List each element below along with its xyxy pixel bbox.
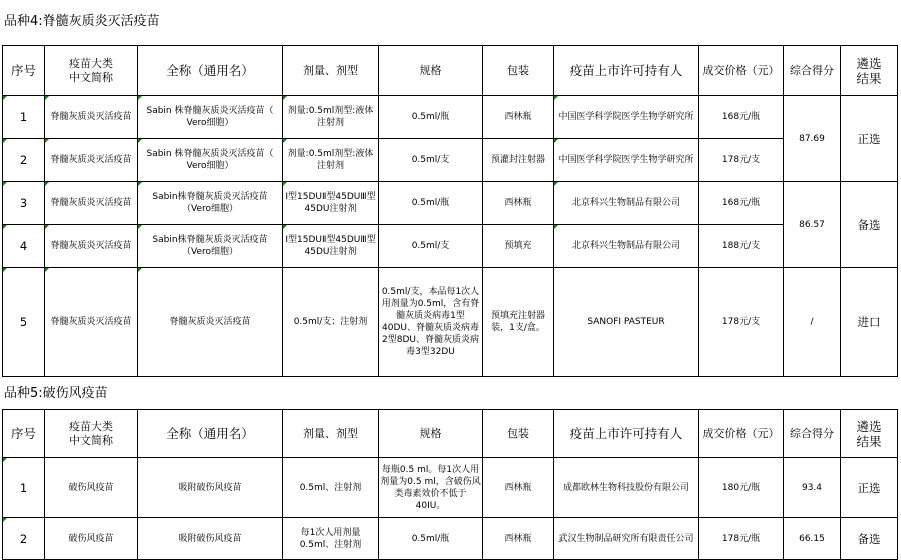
cell-fullname: Sabin 株脊髓灰质炎灭活疫苗（ Vero细胞） bbox=[138, 96, 283, 139]
polio-vaccine-table bbox=[2, 45, 898, 377]
cell-holder: SANOFI PASTEUR bbox=[554, 268, 699, 377]
cell-category: 脊髓灰质炎灭活疫苗 bbox=[45, 268, 138, 377]
header-category: 疫苗大类 中文简称 bbox=[45, 46, 138, 96]
cell-holder: 成都欧林生物科技股份有限公司 bbox=[554, 458, 699, 518]
cell-dosage: 每1次人用剂量0.5ml、注射剂 bbox=[283, 518, 379, 560]
cell-spec: 0.5ml/瓶 bbox=[379, 96, 483, 139]
header-holder: 疫苗上市许可持有人 bbox=[554, 410, 699, 458]
cell-spec: 0.5ml/支 bbox=[379, 225, 483, 268]
cell-dosage: Ⅰ型15DUⅡ型45DUⅢ型45DU注射剂 bbox=[283, 182, 379, 225]
table-row bbox=[3, 139, 898, 182]
cell-seq: 2 bbox=[3, 139, 45, 182]
cell-spec: 0.5ml/瓶 bbox=[379, 518, 483, 560]
table-header-row bbox=[3, 410, 898, 458]
header-category: 疫苗大类 中文简称 bbox=[45, 410, 138, 458]
cell-score: / bbox=[784, 268, 841, 377]
cell-seq: 2 bbox=[3, 518, 45, 560]
cell-dosage: 0.5ml/支；注射剂 bbox=[283, 268, 379, 377]
cell-price: 178元/支 bbox=[699, 139, 784, 182]
cell-category: 破伤风疫苗 bbox=[45, 458, 138, 518]
cell-score: 93.4 bbox=[784, 458, 841, 518]
cell-package: 预灌封注射器 bbox=[483, 139, 554, 182]
cell-category: 脊髓灰质炎灭活疫苗 bbox=[45, 182, 138, 225]
table-row bbox=[3, 518, 898, 560]
header-score: 综合得分 bbox=[784, 46, 841, 96]
cell-dosage: 剂量:0.5ml剂型:液体注射剂 bbox=[283, 96, 379, 139]
header-holder: 疫苗上市许可持有人 bbox=[554, 46, 699, 96]
cell-category: 脊髓灰质炎灭活疫苗 bbox=[45, 139, 138, 182]
table-row bbox=[3, 458, 898, 518]
header-spec: 规格 bbox=[379, 46, 483, 96]
cell-holder: 北京科兴生物制品有限公司 bbox=[554, 182, 699, 225]
cell-score: 66.15 bbox=[784, 518, 841, 560]
cell-seq: 1 bbox=[3, 96, 45, 139]
table-header-row bbox=[3, 46, 898, 96]
table-row bbox=[3, 96, 898, 139]
cell-seq: 1 bbox=[3, 458, 45, 518]
cell-fullname: Sabin株脊髓灰质炎灭活疫苗（Vero细胞） bbox=[138, 225, 283, 268]
cell-spec: 0.5ml/支 bbox=[379, 139, 483, 182]
cell-price: 168元/瓶 bbox=[699, 182, 784, 225]
cell-package: 西林瓶 bbox=[483, 182, 554, 225]
cell-price: 180元/瓶 bbox=[699, 458, 784, 518]
cell-holder: 中国医学科学院医学生物学研究所 bbox=[554, 139, 699, 182]
cell-result: 备选 bbox=[841, 182, 898, 268]
cell-category: 脊髓灰质炎灭活疫苗 bbox=[45, 225, 138, 268]
cell-seq: 4 bbox=[3, 225, 45, 268]
cell-fullname: 脊髓灰质炎灭活疫苗 bbox=[138, 268, 283, 377]
cell-category: 脊髓灰质炎灭活疫苗 bbox=[45, 96, 138, 139]
header-package: 包装 bbox=[483, 46, 554, 96]
cell-package: 西林瓶 bbox=[483, 96, 554, 139]
section-heading-polio: 品种4:脊髓灰质炎灭活疫苗 bbox=[4, 14, 160, 29]
cell-price: 178元/瓶 bbox=[699, 518, 784, 560]
cell-result: 进口 bbox=[841, 268, 898, 377]
header-fullname: 全称（通用名） bbox=[138, 46, 283, 96]
cell-dosage: 0.5ml、注射剂 bbox=[283, 458, 379, 518]
header-result: 遴选 结果 bbox=[841, 410, 898, 458]
cell-seq: 3 bbox=[3, 182, 45, 225]
header-dosage: 剂量、剂型 bbox=[283, 410, 379, 458]
table-row bbox=[3, 268, 898, 377]
cell-fullname: 吸附破伤风疫苗 bbox=[138, 458, 283, 518]
section-heading-tetanus: 品种5:破伤风疫苗 bbox=[4, 386, 108, 401]
cell-fullname: 吸附破伤风疫苗 bbox=[138, 518, 283, 560]
cell-price: 178元/支 bbox=[699, 268, 784, 377]
table-row bbox=[3, 182, 898, 225]
header-dosage: 剂量、剂型 bbox=[283, 46, 379, 96]
header-price: 成交价格（元） bbox=[699, 46, 784, 96]
header-seq: 序号 bbox=[3, 410, 45, 458]
header-price: 成交价格（元） bbox=[699, 410, 784, 458]
cell-price: 168元/瓶 bbox=[699, 96, 784, 139]
cell-package: 西林瓶 bbox=[483, 518, 554, 560]
header-spec: 规格 bbox=[379, 410, 483, 458]
cell-dosage: 剂量:0.5ml剂型:液体注射剂 bbox=[283, 139, 379, 182]
cell-score: 86.57 bbox=[784, 182, 841, 268]
cell-holder: 武汉生物制品研究所有限责任公司 bbox=[554, 518, 699, 560]
cell-holder: 中国医学科学院医学生物学研究所 bbox=[554, 96, 699, 139]
cell-spec: 0.5ml/支，本品每1次人用剂量为0.5ml，含有脊髓灰质炎病毒1型40DU、脊髓灰质炎病毒2型8DU、脊髓灰质炎病毒3型32DU bbox=[379, 268, 483, 377]
cell-category: 破伤风疫苗 bbox=[45, 518, 138, 560]
cell-result: 正选 bbox=[841, 96, 898, 182]
cell-holder: 北京科兴生物制品有限公司 bbox=[554, 225, 699, 268]
cell-fullname: Sabin株脊髓灰质炎灭活疫苗（Vero细胞） bbox=[138, 182, 283, 225]
header-score: 综合得分 bbox=[784, 410, 841, 458]
cell-result: 正选 bbox=[841, 458, 898, 518]
cell-fullname: Sabin 株脊髓灰质炎灭活疫苗（ Vero细胞） bbox=[138, 139, 283, 182]
cell-score: 87.69 bbox=[784, 96, 841, 182]
table-row bbox=[3, 225, 898, 268]
cell-price: 188元/支 bbox=[699, 225, 784, 268]
header-seq: 序号 bbox=[3, 46, 45, 96]
header-result: 遴选 结果 bbox=[841, 46, 898, 96]
cell-package: 预填充 bbox=[483, 225, 554, 268]
cell-seq: 5 bbox=[3, 268, 45, 377]
cell-dosage: Ⅰ型15DUⅡ型45DUⅢ型45DU注射剂 bbox=[283, 225, 379, 268]
cell-package: 西林瓶 bbox=[483, 458, 554, 518]
header-fullname: 全称（通用名） bbox=[138, 410, 283, 458]
cell-result: 备选 bbox=[841, 518, 898, 560]
cell-package: 预填充注射器装，1支/盒。 bbox=[483, 268, 554, 377]
header-package: 包装 bbox=[483, 410, 554, 458]
cell-spec: 每瓶0.5 ml。每1次人用剂量为0.5 ml，含破伤风类毒素效价不低于40IU。 bbox=[379, 458, 483, 518]
tetanus-vaccine-table bbox=[2, 409, 898, 560]
cell-spec: 0.5ml/瓶 bbox=[379, 182, 483, 225]
